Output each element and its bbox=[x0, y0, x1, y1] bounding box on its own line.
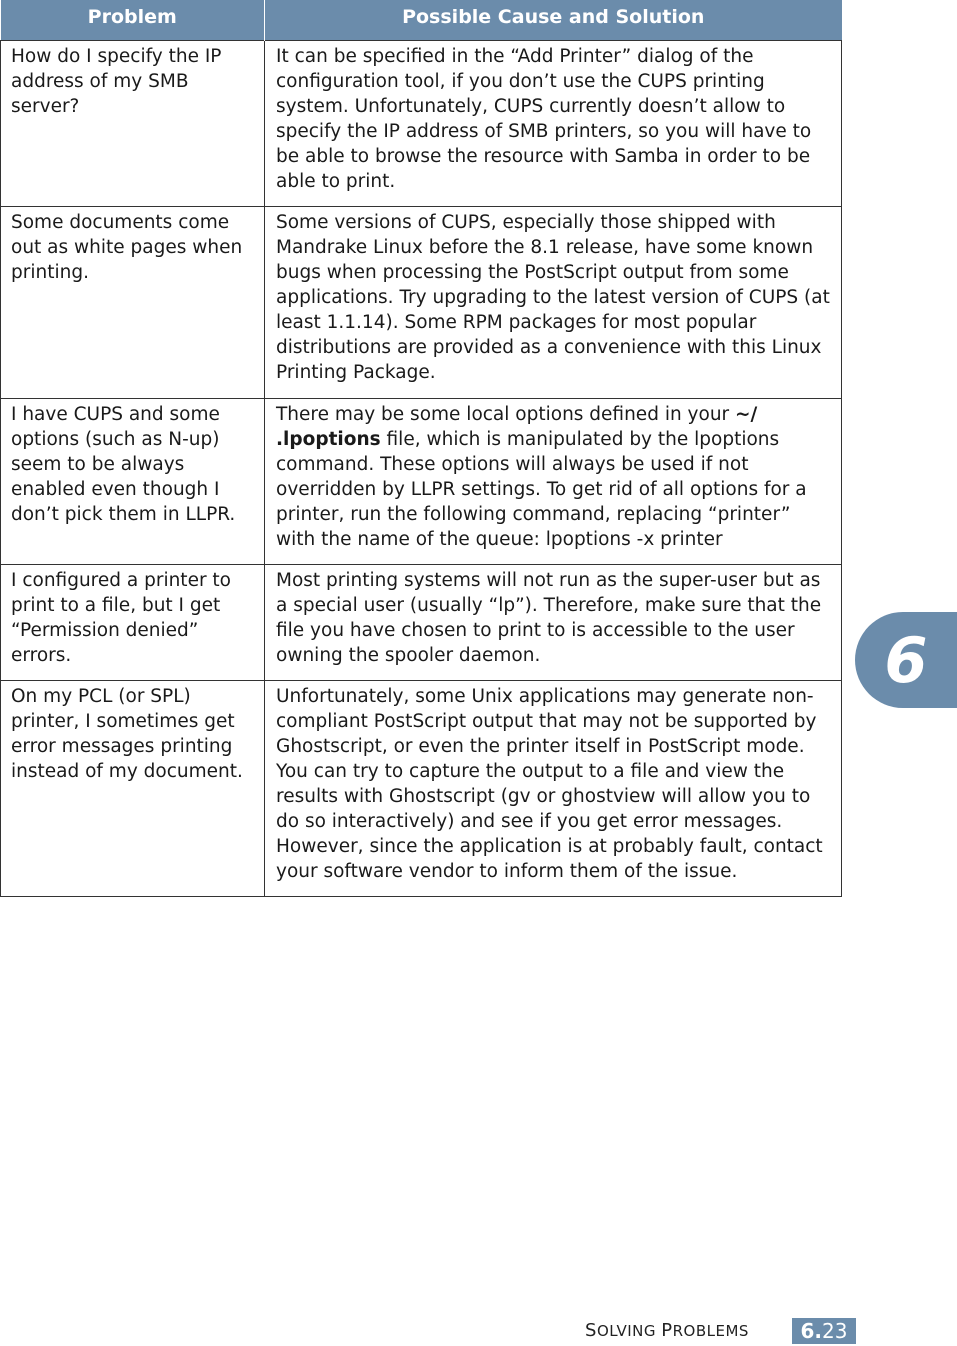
solution-cell: Most printing systems will not run as the super-user but as a special user (usually “lp”). Therefore, make sure that the file you have chosen to print to is accessible to the user owning the spooler daemon. bbox=[265, 565, 842, 681]
solution-cell bbox=[265, 399, 842, 565]
problem-cell: On my PCL (or SPL) printer, I sometimes get error messages printing instead of my document. bbox=[1, 681, 265, 897]
table-header-row bbox=[1, 0, 842, 41]
solution-cell: Unfortunately, some Unix applications may generate non-compliant PostScript output that may not be supported by Ghostscript, or even the printer itself in PostScript mode. You can try to capture the output to a file and view the results with Ghostscript (gv or ghostview will allow you to do so interactively) and see if you get error messages. However, since the application is at probably fault, contact your software vendor to inform them of the issue. bbox=[265, 681, 842, 897]
problem-cell: I have CUPS and some options (such as N-up) seem to be always enabled even though I don’t pick them in LLPR. bbox=[1, 399, 265, 565]
table-row bbox=[1, 681, 842, 897]
problem-cell: Some documents come out as white pages when printing. bbox=[1, 207, 265, 399]
table-row bbox=[1, 41, 842, 207]
page-number: 23 bbox=[822, 1319, 848, 1343]
footer-word: ROBLEMS bbox=[672, 1322, 749, 1340]
footer-initial: S bbox=[585, 1320, 597, 1341]
chapter-tab bbox=[855, 612, 957, 708]
page-chapter: 6. bbox=[800, 1319, 823, 1343]
solution-text-after: file, which is manipulated by the lpoptions command. These options will always be used if not overridden by LLPR settings. To get rid of all options for a printer, run the following command, replacing “printer” with the name of the queue: lpoptions -x printer bbox=[276, 429, 807, 550]
header-solution: Possible Cause and Solution bbox=[265, 0, 842, 41]
table-row bbox=[1, 565, 842, 681]
footer-word: OLVING bbox=[596, 1322, 662, 1340]
solution-cell: It can be specified in the “Add Printer” dialog of the configuration tool, if you don’t use the CUPS printing system. Unfortunately, CUPS currently doesn’t allow to specify the IP address of SMB printers, so you will have to be able to browse the resource with Samba in order to be able to print. bbox=[265, 41, 842, 207]
solution-text-before: There may be some local options defined in your bbox=[276, 404, 736, 425]
header-problem: Problem bbox=[1, 0, 265, 41]
table-row bbox=[1, 207, 842, 399]
table-row bbox=[1, 399, 842, 565]
page-number-badge bbox=[792, 1318, 856, 1344]
problem-cell: I configured a printer to print to a file, but I get “Permission denied” errors. bbox=[1, 565, 265, 681]
footer-initial: P bbox=[661, 1320, 673, 1341]
lpoptions-filename: ~/ .lpoptions bbox=[276, 404, 758, 450]
footer-section-title bbox=[585, 1320, 749, 1341]
problem-cell: How do I specify the IP address of my SMB server? bbox=[1, 41, 265, 207]
solution-cell: Some versions of CUPS, especially those shipped with Mandrake Linux before the 8.1 release, have some known bugs when processing the PostScript output from some applications. Try upgrading to the latest version of CUPS (at least 1.1.14). Some RPM packages for most popular distributions are provided as a convenience with this Linux Printing Package. bbox=[265, 207, 842, 399]
chapter-tab-number: 6 bbox=[884, 623, 928, 697]
